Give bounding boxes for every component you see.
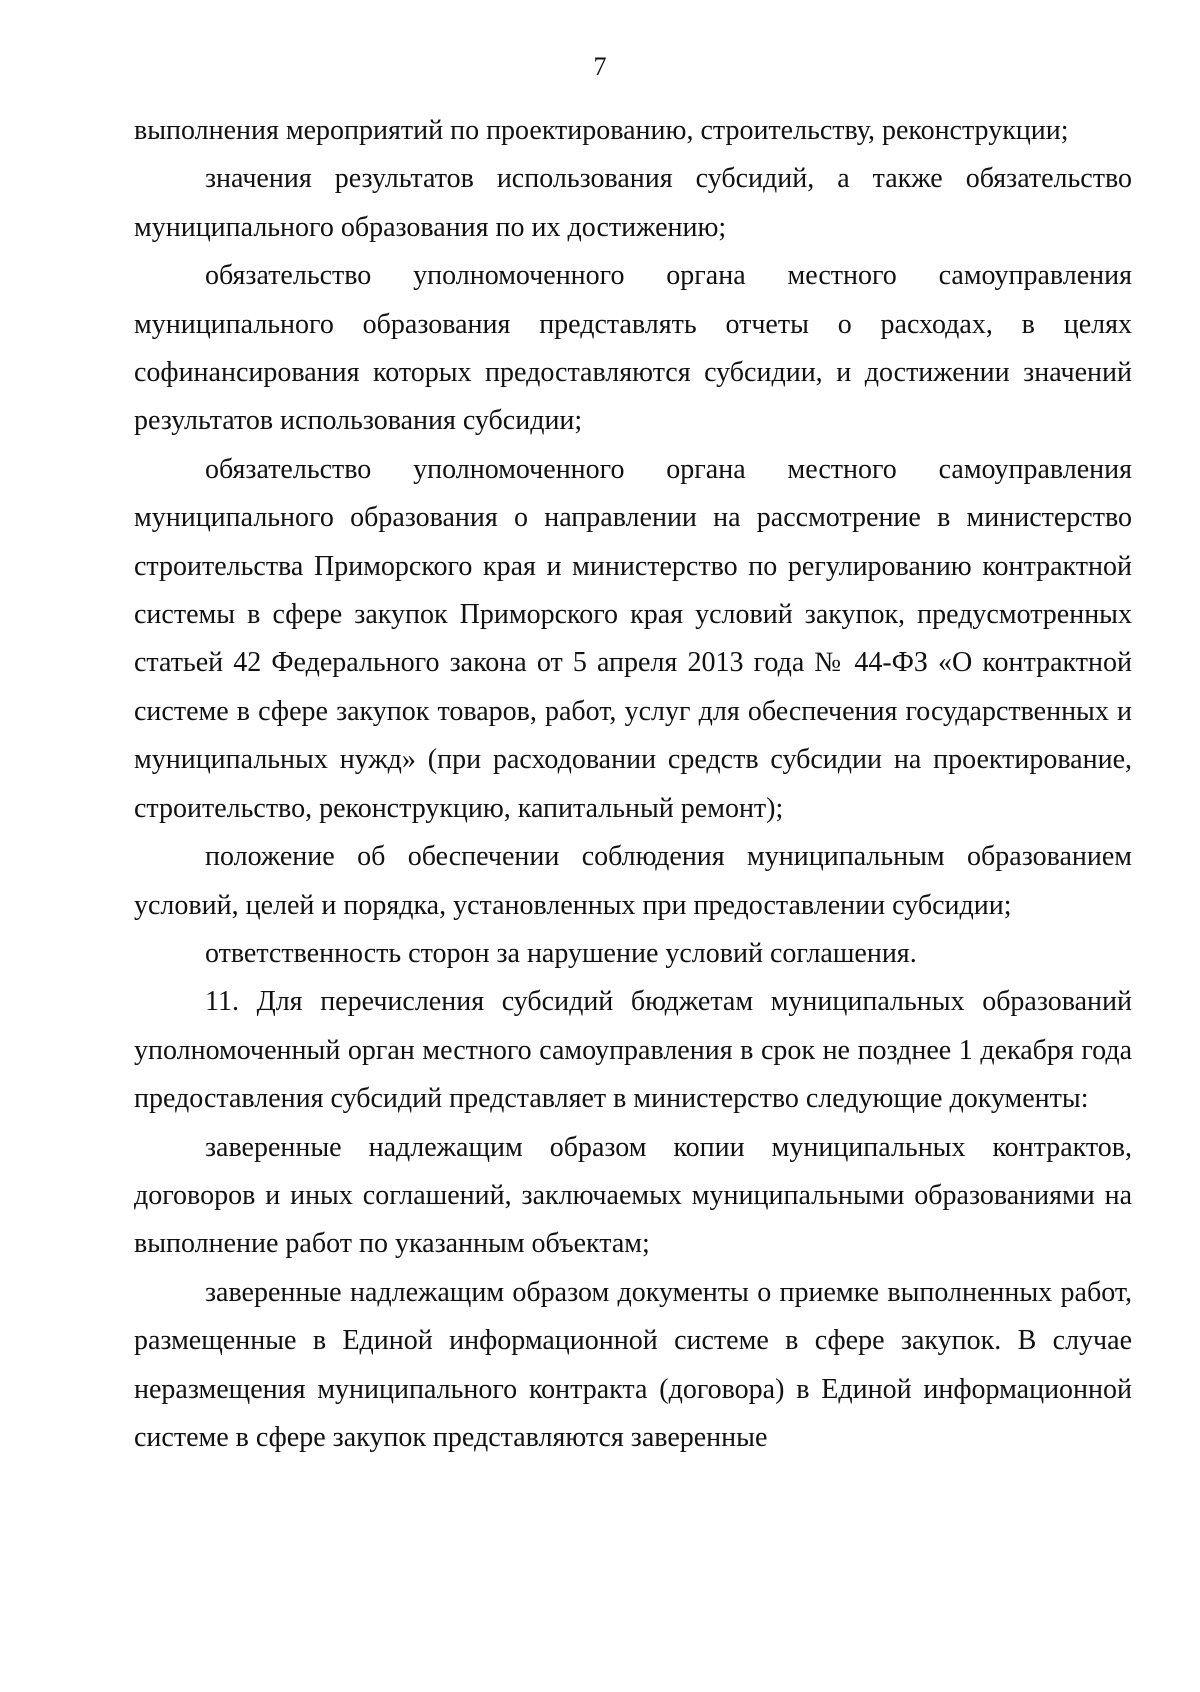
paragraph: обязательство уполномоченного органа местного самоуправления муниципального образования о направлении на рассмотрение в министерство строительства Приморского края и министерство по регулированию контрактной системы в сфере закупок Приморского края условий закупок, предусмотренных статьей 42 Федерального закона от 5 апреля 2013 года № 44-ФЗ «О контрактной системе в сфере закупок товаров, работ, услуг для обеспечения государственных и муниципальных нужд» (при расходовании средств субсидии на проектирование, строительство, реконструкцию, капитальный ремонт);	[134, 453, 1132, 824]
paragraph: положение об обеспечении соблюдения муниципальным образованием условий, целей и порядка, установленных при предоставлении субсидии;	[134, 841, 1132, 921]
document-body	[134, 107, 1132, 1462]
paragraph: ответственность сторон за нарушение условий соглашения.	[205, 937, 917, 969]
paragraph: значения результатов использования субсидий, а также обязательство муниципального образования по их достижению;	[134, 163, 1132, 243]
paragraph: обязательство уполномоченного органа местного самоуправления муниципального образования представлять отчеты о расходах, в целях софинансирования которых предоставляются субсидии, и достижении значений результатов использования субсидии;	[134, 260, 1132, 437]
paragraph: выполнения мероприятий по проектированию, строительству, реконструкции;	[134, 115, 1069, 146]
paragraph: заверенные надлежащим образом документы о приемке выполненных работ, размещенные в Единой информационной системе в сфере закупок. В случае неразмещения муниципального контракта (договора) в Единой информационной системе в сфере закупок представляются заверенные	[134, 1276, 1132, 1453]
paragraph: заверенные надлежащим образом копии муниципальных контрактов, договоров и иных соглашений, заключаемых муниципальными образованиями на выполнение работ по указанным объектам;	[134, 1131, 1132, 1260]
page-number: 7	[593, 52, 607, 81]
paragraph: 11. Для перечисления субсидий бюджетам муниципальных образований уполномоченный орган местного самоуправления в срок не позднее 1 декабря года предоставления субсидий представляет в министерство следующие документы:	[134, 986, 1132, 1115]
